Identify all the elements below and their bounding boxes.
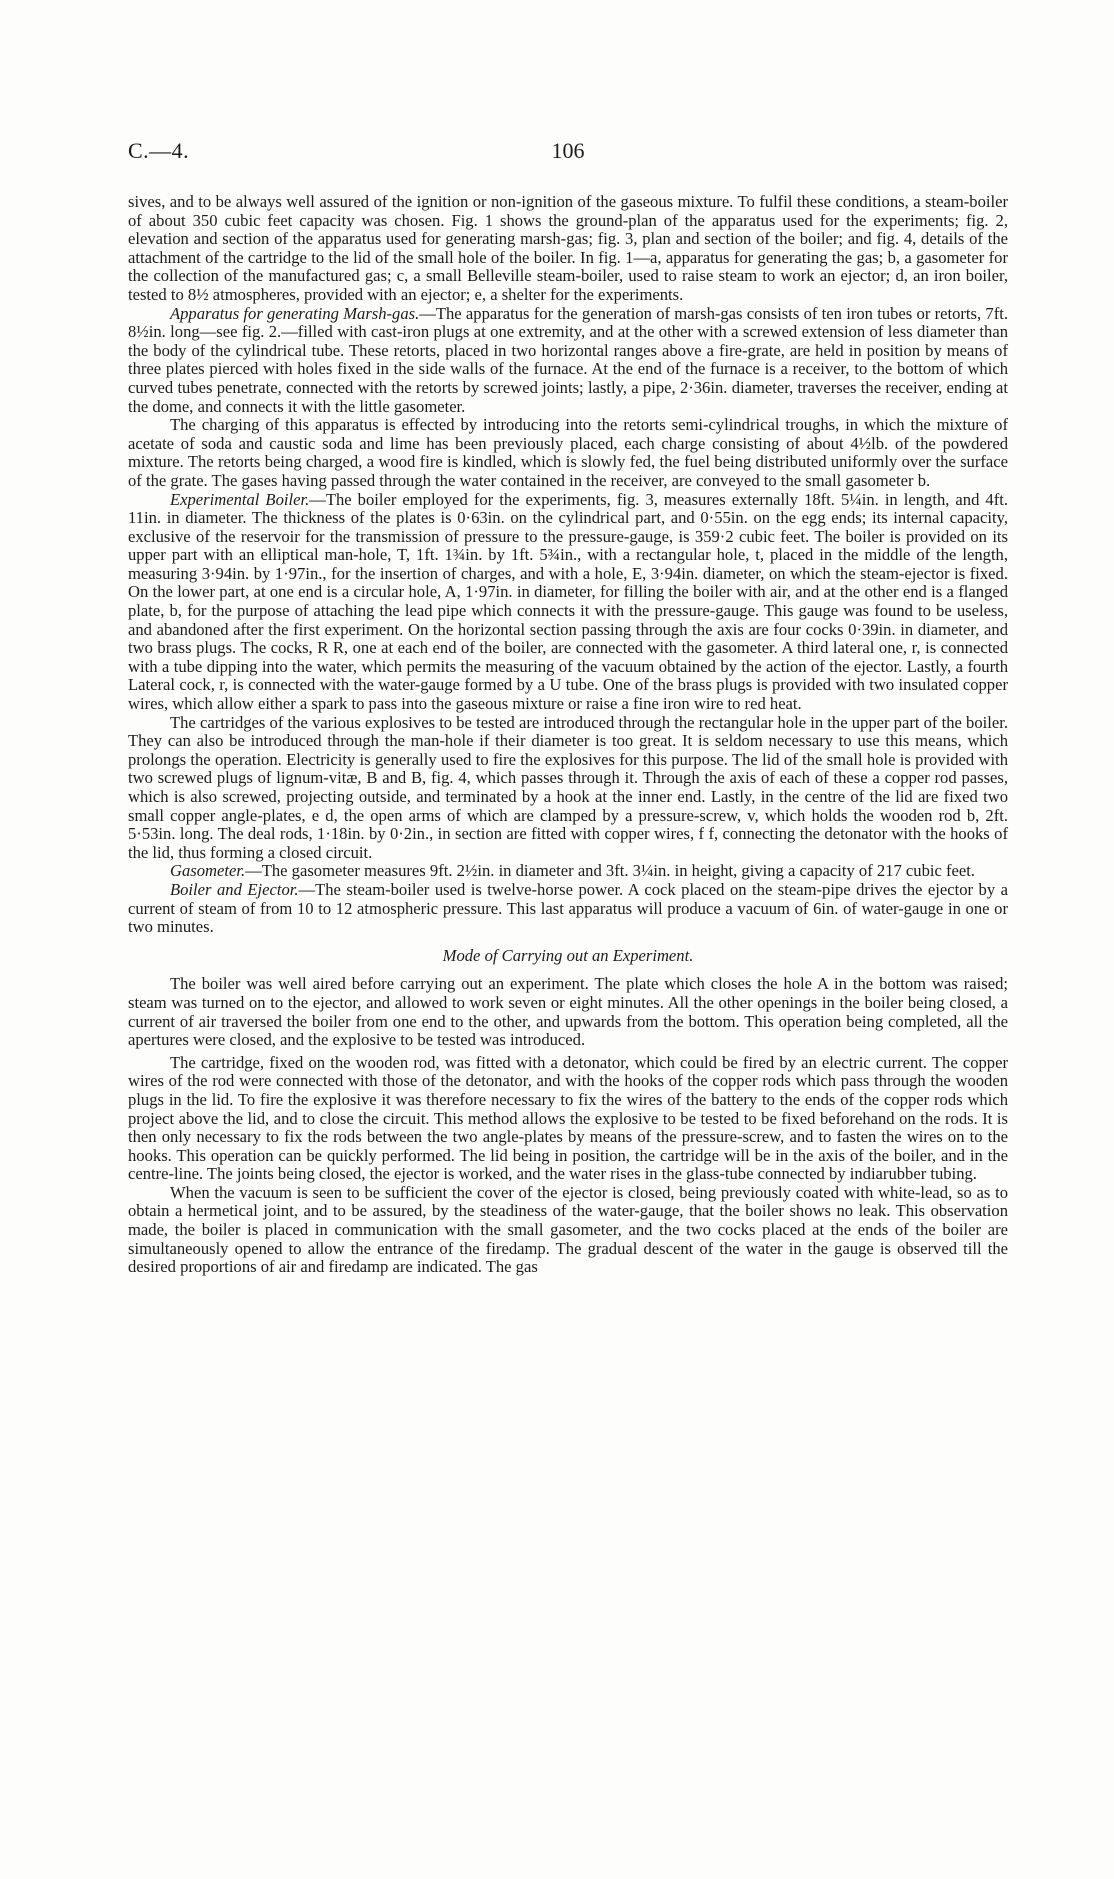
paragraph-lead: Boiler and Ejector. (170, 879, 299, 899)
paragraph-2: Apparatus for generating Marsh-gas.—The apparatus for the generation of marsh-gas consists of ten iron tubes or retorts, 7ft. 8½in. long—see fig. 2.—filled with cast-iron plugs at one extremity, and at the other with a screwed extension of less diameter than the body of the cylindrical tube. These retorts, placed in two horizontal ranges above a fire-grate, are held in position by means of three plates pierced with holes fixed in the side walls of the furnace. At the end of the furnace is a receiver, to the bottom of which curved tubes penetrate, connected with the retorts by screwed joints; lastly, a pipe, 2·36in. diameter, traverses the receiver, ending at the dome, and connects it with the little gasometer. (128, 303, 1008, 416)
paragraph-3: The charging of this apparatus is effected by introducing into the retorts semi-cylindrical troughs, in which the mixture of acetate of soda and caustic soda and lime has been previously placed, each charge consisting of about 4½lb. of the powdered mixture. The retorts being charged, a wood fire is kindled, which is slowly fed, the fuel being distributed uniformly over the surface of the grate. The gases having passed through the water contained in the receiver, are conveyed to the small gasometer b. (128, 415, 1008, 490)
paragraph-8: The boiler was well aired before carrying out an experiment. The plate which closes the hole A in the bottom was raised; steam was turned on to the ejector, and allowed to work seven or eight minutes. All the other openings in the boiler being closed, a current of air traversed the boiler from one end to the other, and upwards from the bottom. This operation being completed, all the apertures were closed, and the explosive to be tested was introduced. (128, 974, 1008, 1050)
page-header (128, 138, 1008, 170)
paragraph-6: Gasometer.—The gasometer measures 9ft. 2½in. in diameter and 3ft. 3¼in. in height, giving a capacity of 217 cubic feet. (170, 861, 976, 881)
paragraph-9: The cartridge, fixed on the wooden rod, was fitted with a detonator, which could be fired by an electric current. The copper wires of the rod were connected with those of the detonator, and with the hooks of the copper rods which pass through the wooden plugs in the lid. To fire the explosive it was therefore necessary to fix the wires of the battery to the ends of the copper rods which project above the lid, and to close the circuit. This method allows the explosive to be tested to be fixed beforehand on the rods. It is then only necessary to fix the rods between the two angle-plates by means of the pressure-screw, and to fasten the wires on to the hooks. This operation can be quickly performed. The lid being in position, the cartridge will be in the axis of the boiler, and in the centre-line. The joints being closed, the ejector is worked, and the water rises in the glass-tube connected by indiarubber tubing. (128, 1052, 1008, 1184)
paragraph-lead: Apparatus for generating Marsh-gas. (170, 303, 420, 323)
page-number: 106 (551, 138, 585, 163)
section-heading: Mode of Carrying out an Experiment. (442, 945, 694, 965)
paragraph-1: sives, and to be always well assured of the ignition or non-ignition of the gaseous mixture. To fulfil these conditions, a steam-boiler of about 350 cubic feet capacity was chosen. Fig. 1 shows the ground-plan of the apparatus used for the experiments; fig. 2, elevation and section of the apparatus used for generating marsh-gas; fig. 3, plan and section of the boiler; and fig. 4, details of the attachment of the cartridge to the lid of the small hole of the boiler. In fig. 1—a, apparatus for generating the gas; b, a gasometer for the collection of the manufactured gas; c, a small Belleville steam-boiler, used to raise steam to work an ejector; d, an iron boiler, tested to 8½ atmospheres, provided with an ejector; e, a shelter for the experiments. (128, 192, 1008, 304)
paragraph-5: The cartridges of the various explosives to be tested are introduced through the rectangular hole in the upper part of the boiler. They can also be introduced through the man-hole if their diameter is too great. It is seldom necessary to use this means, which prolongs the operation. Electricity is generally used to fire the explosives for this purpose. The lid of the small hole is provided with two screwed plugs of lignum-vitæ, B and B, fig. 4, which passes through it. Through the axis of each of these a copper rod passes, which is also screwed, projecting outside, and terminated by a hook at the inner end. Lastly, in the centre of the lid are fixed two small copper angle-plates, e d, the open arms of which are clamped by a pressure-screw, v, which holds the wooden rod b, 2ft. 5·53in. long. The deal rods, 1·18in. by 0·2in., in section are fitted with copper wires, f f, connecting the detonator with the hooks of the lid, thus forming a closed circuit. (128, 712, 1008, 862)
paragraph-lead: Gasometer. (170, 861, 246, 881)
paragraph-7: Boiler and Ejector.—The steam-boiler used is twelve-horse power. A cock placed on the steam-pipe drives the ejector by a current of steam of from 10 to 12 atmospheric pressure. This last apparatus will produce a vacuum of 6in. of water-gauge in one or two minutes. (128, 879, 1008, 937)
body-text (128, 193, 1008, 1277)
paragraph-lead: Experimental Boiler. (170, 489, 310, 509)
paragraph-4: Experimental Boiler.—The boiler employed for the experiments, fig. 3, measures externally 18ft. 5¼in. in length, and 4ft. 11in. in diameter. The thickness of the plates is 0·63in. on the cylindrical part, and 0·55in. on the egg ends; its internal capacity, exclusive of the reservoir for the transmission of pressure to the pressure-gauge, is 359·2 cubic feet. The boiler is provided on its upper part with an elliptical man-hole, T, 1ft. 1¾in. by 1ft. 5¾in., with a rectangular hole, t, placed in the middle of the length, measuring 3·94in. by 1·97in., for the insertion of charges, and with a hole, E, 3·94in. diameter, on which the steam-ejector is fixed. On the lower part, at one end is a circular hole, A, 1·97in. in diameter, for filling the boiler with air, and at the other end is a flanged plate, b, for the purpose of attaching the lead pipe which connects it with the pressure-gauge. This gauge was found to be useless, and abandoned after the first experiment. On the horizontal section passing through the axis are four cocks 0·39in. in diameter, and two brass plugs. The cocks, R R, one at each end of the boiler, are connected with the gasometer. A third lateral one, r, is connected with a tube dipping into the water, which permits the measuring of the vacuum obtained by the action of the ejector. Lastly, a fourth Lateral cock, r, is connected with the water-gauge formed by a U tube. One of the brass plugs is provided with two insulated copper wires, which allow either a spark to pass into the gaseous mixture or raise a fine iron wire to red heat. (128, 489, 1009, 714)
paragraph-10: When the vacuum is seen to be sufficient the cover of the ejector is closed, being previously coated with white-lead, so as to obtain a hermetical joint, and to be assured, by the steadiness of the water-gauge, that the boiler shows no leak. This observation made, the boiler is placed in communication with the small gasometer, and the two cocks placed at the ends of the boiler are simultaneously opened to allow the entrance of the firedamp. The gradual descent of the water in the gauge is observed till the desired proportions of air and firedamp are indicated. The gas (128, 1182, 1008, 1277)
document-code: C.—4. (128, 138, 190, 163)
